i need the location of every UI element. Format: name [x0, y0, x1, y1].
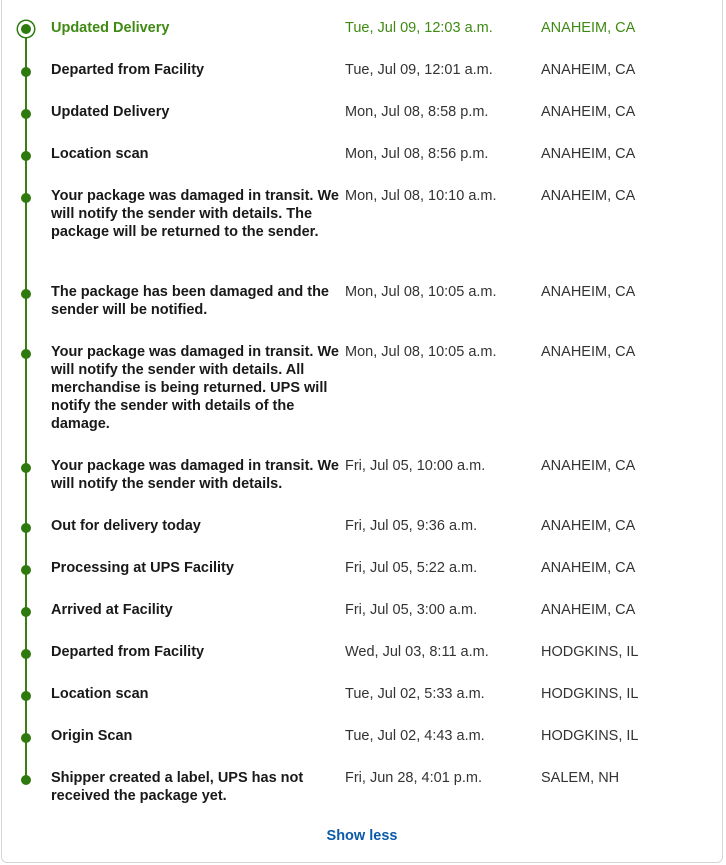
timeline-dot-icon — [21, 463, 31, 473]
event-description: The package has been damaged and the sender will be notified. — [51, 284, 329, 318]
timeline-dot-icon — [21, 289, 31, 299]
event-date: Fri, Jul 05, 5:22 a.m. — [345, 560, 478, 576]
timeline-dot-icon — [21, 67, 31, 77]
event-location: ANAHEIM, CA — [541, 560, 636, 576]
event-location: ANAHEIM, CA — [541, 188, 636, 204]
event-description: Out for delivery today — [51, 518, 201, 534]
event-location: HODGKINS, IL — [541, 728, 639, 744]
event-location: ANAHEIM, CA — [541, 284, 636, 300]
event-location: ANAHEIM, CA — [541, 344, 636, 360]
event-location: ANAHEIM, CA — [541, 104, 636, 120]
event-description: Arrived at Facility — [51, 602, 173, 618]
timeline-dot-icon — [21, 109, 31, 119]
timeline-dot-icon — [21, 523, 31, 533]
event-location: ANAHEIM, CA — [541, 62, 636, 78]
tracking-history-card — [1, 0, 723, 863]
timeline-dot-icon — [21, 565, 31, 575]
event-description: Updated Delivery — [51, 20, 170, 36]
event-location: ANAHEIM, CA — [541, 20, 636, 36]
timeline-dot-icon — [21, 349, 31, 359]
event-date: Tue, Jul 02, 4:43 a.m. — [345, 728, 485, 744]
event-date: Fri, Jul 05, 10:00 a.m. — [345, 458, 486, 474]
event-date: Mon, Jul 08, 10:05 a.m. — [345, 284, 497, 300]
timeline-dot-icon — [21, 151, 31, 161]
event-location: ANAHEIM, CA — [541, 518, 636, 534]
event-date: Fri, Jul 05, 3:00 a.m. — [345, 602, 478, 618]
timeline-dot-icon — [21, 607, 31, 617]
timeline-dot-icon — [21, 691, 31, 701]
timeline-dot-icon — [21, 775, 31, 785]
timeline-dot-icon — [21, 649, 31, 659]
event-description: Origin Scan — [51, 728, 133, 744]
event-location: ANAHEIM, CA — [541, 602, 636, 618]
event-description: Updated Delivery — [51, 104, 170, 120]
event-description: Departed from Facility — [51, 62, 205, 78]
event-description: Processing at UPS Facility — [51, 560, 234, 576]
event-location: ANAHEIM, CA — [541, 146, 636, 162]
event-date: Fri, Jun 28, 4:01 p.m. — [345, 770, 483, 786]
event-location: ANAHEIM, CA — [541, 458, 636, 474]
event-location: HODGKINS, IL — [541, 686, 639, 702]
event-description: Your package was damaged in transit. We will notify the sender with details. — [51, 458, 339, 492]
event-date: Wed, Jul 03, 8:11 a.m. — [345, 644, 489, 660]
event-date: Mon, Jul 08, 10:10 a.m. — [345, 188, 497, 204]
event-location: HODGKINS, IL — [541, 644, 639, 660]
event-date: Mon, Jul 08, 10:05 a.m. — [345, 344, 497, 360]
event-description: Departed from Facility — [51, 644, 205, 660]
event-description: Location scan — [51, 146, 149, 162]
event-description: Shipper created a label, UPS has not received the package yet. — [51, 770, 304, 804]
event-date: Fri, Jul 05, 9:36 a.m. — [345, 518, 478, 534]
event-date: Mon, Jul 08, 8:58 p.m. — [345, 104, 489, 120]
event-date: Tue, Jul 02, 5:33 a.m. — [345, 686, 485, 702]
event-date: Mon, Jul 08, 8:56 p.m. — [345, 146, 489, 162]
event-description: Your package was damaged in transit. We will notify the sender with details. All merchandise is being returned. UPS will notify the sender with details of the damage. — [51, 344, 339, 432]
timeline-line — [25, 26, 27, 778]
event-location: SALEM, NH — [541, 770, 620, 786]
event-description: Your package was damaged in transit. We will notify the sender with details. The package will be returned to the sender. — [51, 188, 339, 240]
event-date: Tue, Jul 09, 12:03 a.m. — [345, 20, 493, 36]
timeline-dot-icon — [21, 193, 31, 203]
timeline-dot-icon — [21, 733, 31, 743]
show-less-link[interactable]: Show less — [326, 828, 398, 844]
current-status-dot-icon — [18, 21, 34, 37]
event-description: Location scan — [51, 686, 149, 702]
event-date: Tue, Jul 09, 12:01 a.m. — [345, 62, 493, 78]
